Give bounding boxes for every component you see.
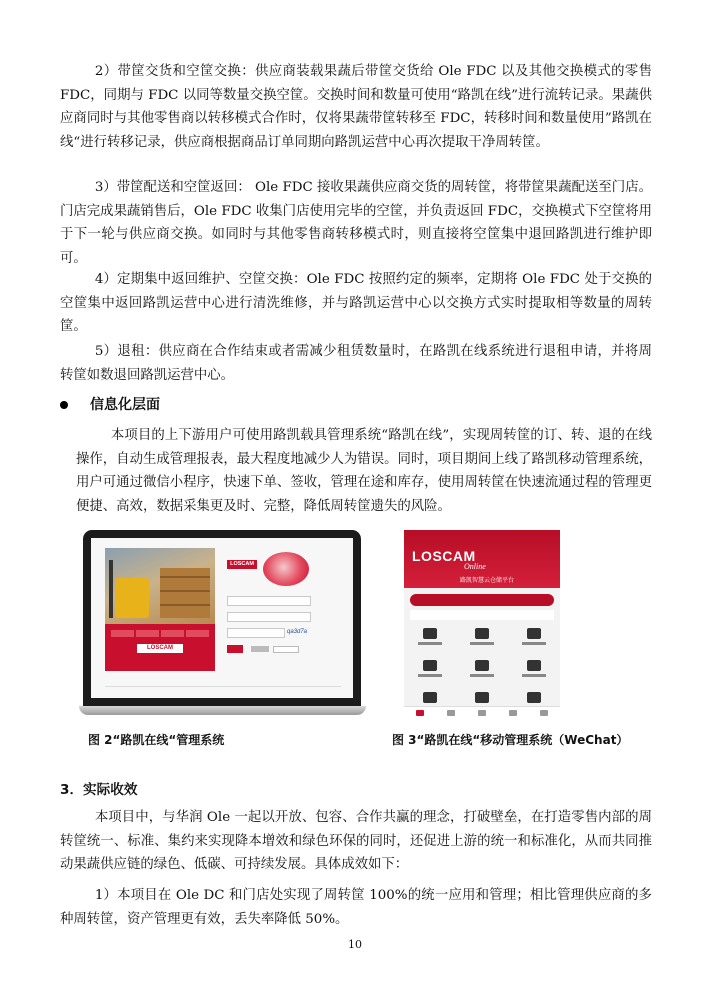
language-select[interactable] [273, 646, 299, 653]
app-slogan: 路凯智慧云仓储平台 [460, 577, 515, 584]
paragraph-results-intro: 本项目中，与华润 Ole 一起以开放、包容、合作共赢的理念，打破壁垒，在打造零售内部的周转筐统一、标准、集约来实现降本增效和绿色环保的同时，还促进上游的统一和标准化，从而共同推动果蔬供应链的绿色、低碳、可持续发展。具体成效如下： [60, 810, 652, 872]
language-label [251, 646, 269, 652]
captcha-code: qa3d7a [287, 629, 308, 635]
banner-brand-logo: LOSCAM [137, 644, 183, 653]
figure-2-caption: 图 2“路凯在线“管理系统 [88, 733, 225, 747]
login-button[interactable] [227, 645, 243, 653]
figure-3-caption: 图 3“路凯在线“移动管理系统（WeChat） [392, 733, 629, 747]
order-icon [423, 628, 437, 639]
bullet-heading-text: 信息化层面 [90, 397, 160, 413]
app-logo-online: Online [464, 562, 486, 571]
section-heading-results: 3．实际收效 [60, 782, 138, 798]
home-tab-icon[interactable] [416, 710, 424, 716]
warehouse-photo [105, 548, 215, 624]
grid-item[interactable] [456, 658, 508, 682]
paragraph-return-lease: 5）退租：供应商在合作结束或者需减少租赁数量时，在路凯在线系统进行退租申请，并将周转筐如数退回路凯运营中心。 [60, 344, 652, 383]
return-icon [527, 628, 541, 639]
notice-bar [410, 610, 554, 620]
laptop-frame [83, 530, 361, 706]
laptop-screen [91, 538, 353, 698]
username-field[interactable] [227, 596, 311, 606]
grid-item[interactable] [456, 626, 508, 650]
grid-item[interactable] [404, 658, 456, 682]
report-icon [423, 692, 437, 703]
app-logo: LOSCAM [412, 548, 476, 564]
paragraph-maintenance: 4）定期集中返回维护、空筐交换：Ole FDC 按照约定的频率，定期将 Ole FDC 处于交换的空筐集中返回路凯运营中心进行清洗维修，并与路凯运营中心以交换方式实时提取相等数量的周转筐。 [60, 272, 652, 334]
inventory-icon [475, 660, 489, 671]
banner-tabs [111, 630, 209, 637]
notice-banner[interactable] [410, 594, 554, 606]
paragraph-exchange: 2）带筐交货和空筐交换：供应商装载果蔬后带筐交货给 Ole FDC 以及其他交换模式的零售 FDC，同期与 FDC 以同等数量交换空筐。交换时间和数量可使用“路凯在线”进行流转记录。果蔬供应商同时与其他零售商以转移模式合作时，仅将果蔬带筐转移至 FDC，转移时间和数量使用”路凯在线“进行转移记录，供应商根据商品订单同期向路凯运营中心再次提取干净周转筐。 [60, 64, 652, 150]
function-grid [404, 626, 560, 714]
bill-icon [475, 692, 489, 703]
profile-tab-icon[interactable] [540, 710, 548, 716]
captcha-field[interactable] [227, 628, 285, 638]
bullet-heading-informatization [60, 394, 160, 414]
laptop-base [79, 706, 366, 715]
paragraph-result-1: 1）本项目在 Ole DC 和门店处实现了周转筐 100%的统一应用和管理；相比管理供应商的多种周转筐，资产管理更有效，丢失率降低 50%。 [60, 888, 652, 927]
cart-tab-icon[interactable] [509, 710, 517, 716]
grid-item[interactable] [404, 626, 456, 650]
settings-icon [527, 692, 541, 703]
paragraph-delivery-return: 3）带筐配送和空筐返回： Ole FDC 接收果蔬供应商交货的周转筐，将带筐果蔬配送至门店。门店完成果蔬销售后，Ole FDC 收集门店使用完毕的空筐，并负责返回 FDC，交换模式下空筐将用于下一轮与供应商交换。如同时与其他零售商转移模式时，则直接将空筐集中退回路凯进行维护即可。 [60, 180, 652, 266]
page-number: 10 [348, 938, 362, 951]
truck-icon [527, 660, 541, 671]
figure-laptop-system [79, 530, 366, 718]
loscam-logo: LOSCAM [227, 560, 257, 569]
globe-icon [263, 552, 309, 586]
login-banner [105, 548, 215, 671]
login-form [227, 560, 342, 670]
order-tab-icon[interactable] [447, 710, 455, 716]
transfer-icon [475, 628, 489, 639]
grid-item[interactable] [508, 658, 560, 682]
footer-divider [105, 686, 341, 687]
app-header [404, 530, 560, 588]
password-field[interactable] [227, 612, 311, 622]
boxes-icon [160, 568, 210, 618]
grid-item[interactable] [508, 626, 560, 650]
forklift-icon [115, 578, 149, 618]
paragraph-informatization: 本项目的上下游用户可使用路凯载具管理系统“路凯在线”，实现周转筐的订、转、退的在线操作，自动生成管理报表，最大程度地减少人为错误。同时，项目期间上线了路凯移动管理系统，用户可通过微信小程序，快速下单、签收，管理在途和库存，使用周转筐在快速流通过程的管理更便捷、高效，数据采集更及时、完整，降低周转筐遗失的风险。 [76, 428, 652, 514]
bullet-dot-icon [60, 401, 68, 409]
status-bar [410, 533, 554, 538]
bottom-tab-bar [404, 706, 560, 718]
sign-icon [423, 660, 437, 671]
message-tab-icon[interactable] [478, 710, 486, 716]
figure-mobile-app [404, 530, 560, 718]
